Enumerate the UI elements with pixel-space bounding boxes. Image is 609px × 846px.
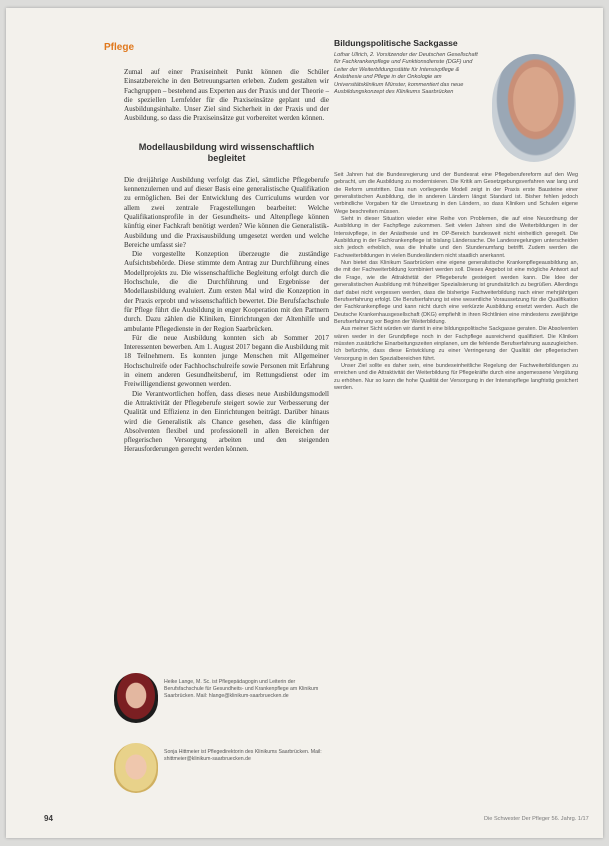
commentator-photo: [492, 54, 576, 162]
article-subheading: Modellausbildung wird wissenschaftlich begleitet: [138, 141, 315, 163]
box-paragraph: Unser Ziel sollte es daher sein, eine bundeseinheitliche Regelung der Fachweiterbildungen zu erreichen und die Attraktivität der Weiterbildung für Pflegekräfte durch eine angemessene Vergütung zu erhöhen. Nur so kann die hohe Qualität der Versorgung in der Intensivpflege langfristig gesichert werden.: [334, 362, 578, 391]
box-title: Bildungspolitische Sackgasse: [334, 38, 458, 48]
commentary-box: [334, 38, 578, 783]
article-paragraph: Die dreijährige Ausbildung verfolgt das Ziel, sämtliche Pflegeberufe kennenzulernen und auf dieser Basis eine generalistische Qualifikation zu ermöglichen. Bei der Entwicklung des Curriculums wurden vor allem zwei zentrale Fragestellungen bearbeitet: Welche Qualifikationsprofile in der Gesundheits- und Altenpflege können künftig einer Fachkraft benötigt werden? Wie können die Generalistik-Ausbildung und die Praxisausbildung umgesetzt werden und welche Bereiche umfasst sie?: [124, 175, 329, 249]
article-column: [124, 68, 329, 455]
box-paragraph: Aus meiner Sicht würden wir damit in eine bildungspolitische Sackgasse geraten. Die Absolventen wären weder in der Grundpflege noch in der Fachpflege ausreichend qualifiziert. Die Kliniken müssten zusätzliche Einarbeitungszeiten einplanen, um die fehlende Berufserfahrung auszugleichen. Ich befürchte, dass diese Entwicklung zu einer Verringerung der Qualität der pflegerischen Versorgung in den Spezialbereichen führt.: [334, 326, 578, 362]
author-bio: Sonja Hittmeier ist Pflegedirektorin des Klinikums Saarbrücken. Mail: shittmeier@klinikum-saarbruecken.de: [164, 749, 322, 762]
author-entry: [114, 673, 329, 739]
article-intro: Zumal auf einer Praxiseinheit Punkt können die Schüler Einsatzbereiche in den Betreuungsarten erleben. Zudem gestalten wir Fachgruppen – bestehend aus Experten aus der Praxis und der Theorie – die speziellen Lernfelder für die Praxiseinsätze geplant und die Ausbildungsinhalte. Unser Ziel sind Sicherheit in der Praxis und der Ausbildung, so dass die Praxiseinsätze gut vorbereitet werden können.: [124, 68, 329, 123]
article-paragraph: Für die neue Ausbildung konnten sich ab Sommer 2017 Interessenten bewerben. Am 1. August 2017 begann die Ausbildung mit 18 Teilnehmern. Es konnten junge Menschen mit Allgemeiner Hochschulreife oder Fachhochschulreife sowie Personen mit Erfahrung in einem anderen Gesundheitsberuf, im Rettungsdienst oder im Freiwilligendienst gewonnen werden.: [124, 333, 329, 389]
author-photo: [114, 673, 158, 723]
box-paragraph: Seit Jahren hat die Bundesregierung und der Bundesrat eine Pflegeberufereform auf den Weg gebracht, um die Ausbildung zu modernisieren. Die Kritik am Gesetzgebungsverfahren war lang und die Reform umstritten. Das nun vorliegende Modell zeigt in der Praxis erste Bausteine einer generalistischen Ausbildung, die in anderen Ländern längst Standard ist. Bisher fehlen jedoch verbindliche Vorgaben für die Umsetzung in den Ländern, so dass Kliniken und Schulen eigene Wege beschreiten müssen.: [334, 172, 578, 215]
box-paragraph: Sieht in dieser Situation wieder eine Reihe von Problemen, die auf eine Neuordnung der Ausbildung in der Fachpflege zukommen. Seit vielen Jahren sind die Weiterbildungen in der Intensivpflege, in der Anästhesie und im OP-Bereich bundesweit nicht einheitlich geregelt. Die Ausbildung in der Fachkrankenpflege ist bislang Ländersache. Die Landesregelungen unterscheiden sich jedoch erheblich, was die Inhalte und den Stundenumfang betrifft. Zudem werden die Fachweiterbildungen in vielen Bundesländern nicht staatlich anerkannt.: [334, 216, 578, 259]
author-entry: [114, 743, 329, 809]
magazine-page: [6, 8, 603, 838]
author-bio: Heike Lange, M. Sc. ist Pflegepädagogin und Leiterin der Berufsfachschule für Gesundheits- und Krankenpflege am Klinikum Saarbrücken. Mail: hlange@klinikum-saarbruecken.de: [164, 679, 319, 699]
magazine-footer: Die Schwester Der Pfleger 56. Jahrg. 1/17: [484, 816, 589, 822]
box-paragraph: Nun bietet das Klinikum Saarbrücken eine eigene generalistische Krankenpflegeausbildung an, die mit der Fachweiterbildung kombiniert werden soll. Dieses Angebot ist eine mögliche Antwort auf die Frage, wie die Attraktivität der Pflegeberufe gesteigert werden kann. Die Idee der generalistischen Ausbildung mit frühzeitiger Spezialisierung ist grundsätzlich zu begrüßen. Allerdings darf dabei nicht vergessen werden, dass die bisherige Fachweiterbildung nach einer mehrjährigen Berufserfahrung erfolgt. Die Berufserfahrung ist eine wesentliche Voraussetzung für die Qualifikation der Fachkrankenpflege und kann nicht durch eine verkürzte Ausbildung ersetzt werden. Auch die Deutsche Krankenhausgesellschaft (DKG) empfiehlt in ihren Richtlinien eine mindestens zweijährige Berufserfahrung vor Beginn der Weiterbildung.: [334, 260, 578, 325]
page-number: 94: [44, 814, 53, 823]
article-paragraph: Die Verantwortlichen hoffen, dass dieses neue Ausbildungsmodell die Attraktivität der Pflegeberufe steigert sowie zur Verbesserung der Qualität und Effizienz in den Einrichtungen beiträgt. Darüber hinaus wird die Generalistik als Chance gesehen, dass die künftigen Absolventen flexibel und professionell in allen Bereichen der pflegerischen Versorgung arbeiten und den steigenden Herausforderungen gerecht werden können.: [124, 389, 329, 454]
box-body: [334, 172, 578, 392]
author-list: [114, 673, 329, 813]
author-photo: [114, 743, 158, 793]
section-label: Pflege: [104, 42, 135, 53]
box-intro: Lothar Ullrich, 2. Vorsitzender der Deutschen Gesellschaft für Fachkrankenpflege und Funktionsdienste (DGF) und Leiter der Weiterbildungsstätte für Intensivpflege & Anästhesie und Pflege in der Onkologie am Universitätsklinikum Münster, kommentiert das neue Ausbildungskonzept des Klinikums Saarbrücken: [334, 52, 478, 96]
article-paragraph: Die vorgestellte Konzeption überzeugte die zuständige Aufsichtsbehörde. Diese stimmte dem Antrag zur Durchführung eines Modellprojekts zu. Die wissenschaftliche Begleitung erfolgt durch die Hochschule, die die Durchführung und Ergebnisse der Modellausbildung evaluiert. Zum ersten Mal wird die Konzeption in der Praxis erprobt und wissenschaftlich bewertet. Die Berufsfachschule für Pflege führt die Ausbildung in enger Kooperation mit den Partnern durch. Dazu zählen die Kliniken, Einrichtungen der Altenhilfe und ambulante Pflegedienste in der Region Saarbrücken.: [124, 250, 329, 333]
